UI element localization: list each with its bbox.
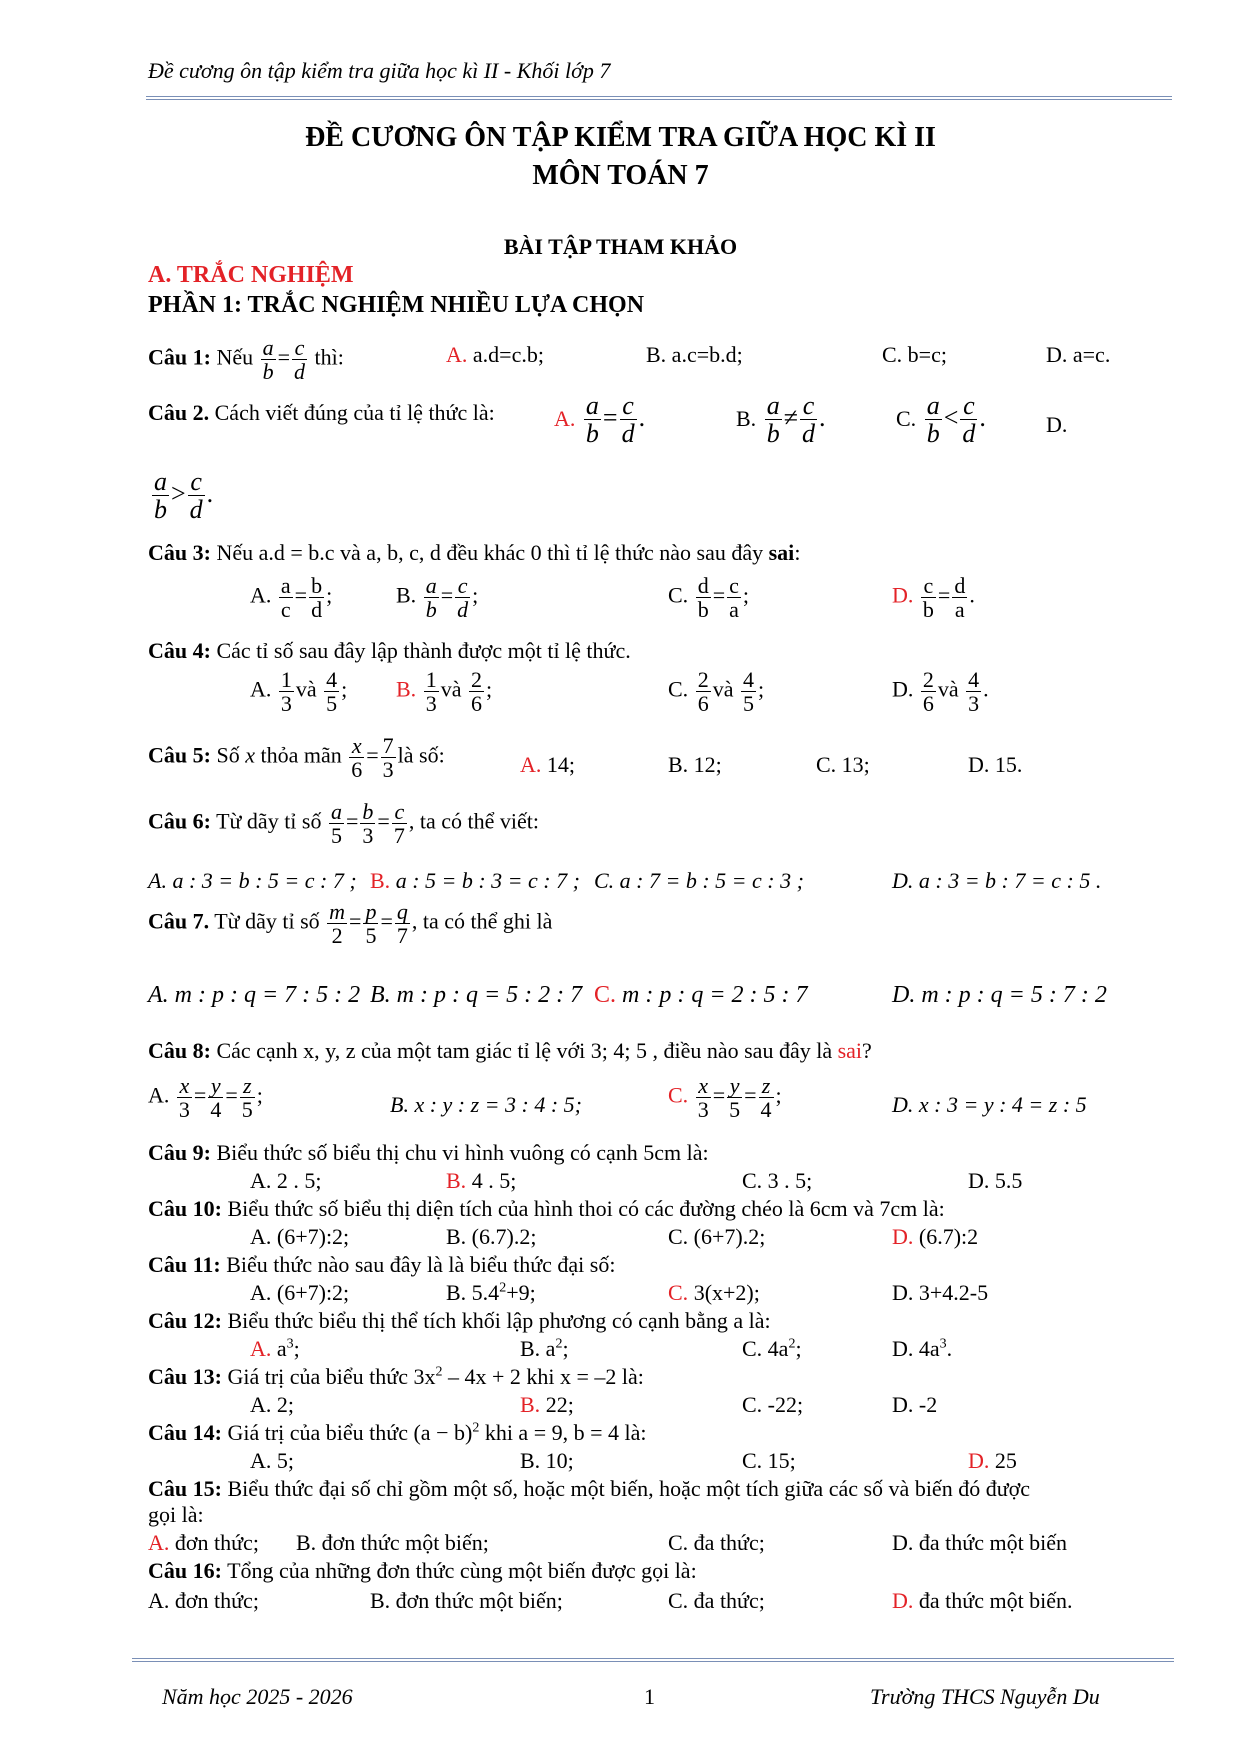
q8-option-b: B. x : y : z = 3 : 4 : 5; [390,1092,583,1117]
question-15-cont: gọi là: [148,1502,204,1527]
q12-option-b: B. $a^2$; [520,1336,569,1361]
question-7: Câu 7. Từ dãy tỉ số $\frac{m}{2}$ = $\frac{p}{5}$ = $\frac{q}{7}$ , ta có thể ghi là [148,899,553,949]
fraction: $\frac{c}{d}$ [294,335,306,385]
q14-option-d: D. 25 [968,1448,1017,1473]
q5-option-b: B. 12; [668,752,722,777]
q3-option-d: D. $\frac{c}{b}$ = $\frac{d}{a}$ . [892,573,975,623]
question-4: Câu 4: Các tỉ số sau đây lập thành được một tỉ lệ thức. [148,638,631,663]
page-title: ĐỀ CƯƠNG ÔN TẬP KIỂM TRA GIỮA HỌC KÌ II [305,122,936,153]
question-15: Câu 15: Biểu thức đại số chỉ gồm một số, hoặc một biến, hoặc một tích giữa các số và biến đó được [148,1476,1031,1501]
question-10: Câu 10: Biểu thức số biểu thị diện tích của hình thoi có các đường chéo là 6cm và 7cm là: [148,1196,945,1221]
q7-option-d: D. m : p : q = 5 : 7 : 2 [892,982,1107,1008]
question-2: Câu 2. Cách viết đúng của tỉ lệ thức là: [148,400,495,425]
q2-option-a: A. $\frac{a}{b}$ = $\frac{c}{d}$ . [554,391,646,449]
q9-option-c: C. 3 . 5; [742,1168,813,1193]
q16-option-b: B. đơn thức một biến; [370,1588,563,1613]
q1-then: thì: [314,344,344,370]
subtitle: BÀI TẬP THAM KHẢO [503,234,738,259]
q11-option-c: C. 3(x+2); [668,1280,760,1305]
q14-option-b: B. 10; [520,1448,574,1473]
q7-option-b: B. m : p : q = 5 : 2 : 7 [370,982,583,1008]
q11-option-d: D. 3+4.2-5 [892,1280,989,1305]
q5-option-d: D. 15. [968,752,1023,777]
page-header: Đề cương ôn tập kiểm tra giữa học kì II - Khối lớp 7 [148,58,611,83]
question-8: Câu 8: Các cạnh x, y, z của một tam giác tỉ lệ với 3; 4; 5 , điều nào sau đây là sai? [148,1038,872,1063]
question-14: Câu 14: Giá trị của biểu thức $(a - b)^2$ khi a = 9, b = 4 là: [148,1420,647,1445]
q8-option-c: C. $\frac{x}{3}$ = $\frac{y}{5}$ = $\frac{z}{4}$ ; [668,1073,782,1123]
header-rule [146,96,1172,100]
q9-option-a: A. 2 . 5; [250,1168,322,1193]
q2-option-d: $\frac{a}{b}$ > $\frac{c}{d}$ . [154,467,214,525]
fraction: $\frac{a}{b}$ [262,335,274,385]
q1-option-d: D. a=c. [1046,342,1111,367]
section-a-heading: A. TRẮC NGHIỆM [148,262,354,288]
footer-rule [132,1658,1174,1662]
q12-option-c: C. $4a^2$; [742,1336,802,1361]
q16-option-a: A. đơn thức; [148,1588,259,1613]
q4-option-a: A. $\frac{1}{3}$ và $\frac{4}{5}$ ; [250,667,348,717]
q12-option-a: A. $a^3$; [250,1336,300,1361]
q1-option-c: C. b=c; [882,342,947,367]
question-6: Câu 6: Từ dãy tỉ số $\frac{a}{5}$ = $\frac{b}{3}$ = $\frac{c}{7}$ , ta có thể viết: [148,799,539,849]
q11-option-b: B. $5.4^2+9$; [446,1280,536,1305]
question-9: Câu 9: Biểu thức số biểu thị chu vi hình vuông có cạnh 5cm là: [148,1140,709,1165]
q5-option-c: C. 13; [816,752,870,777]
q3-option-a: A. $\frac{a}{c}$ = $\frac{b}{d}$ ; [250,573,333,623]
q13-option-b: B. 22; [520,1392,574,1417]
q8-option-d: D. x : 3 = y : 4 = z : 5 [892,1092,1087,1117]
q16-option-d: D. đa thức một biến. [892,1588,1073,1613]
q1-option-a: A. a.d=c.b; [446,342,544,367]
q10-option-c: C. (6+7).2; [668,1224,766,1249]
q7-option-c: C. m : p : q = 2 : 5 : 7 [594,982,808,1008]
question-3: Câu 3: Nếu a.d = b.c và a, b, c, d đều khác 0 thì tỉ lệ thức nào sau đây sai: [148,540,801,565]
question-16: Câu 16: Tổng của những đơn thức cùng một biến được gọi là: [148,1558,697,1583]
q10-option-d: D. (6.7):2 [892,1224,979,1249]
q1-option-b: B. a.c=b.d; [646,342,743,367]
q5-option-a: A. 14; [520,752,576,777]
question-12: Câu 12: Biểu thức biểu thị thể tích khối lập phương có cạnh bằng a là: [148,1308,771,1333]
q6-option-a: A. a : 3 = b : 5 = c : 7 ; [148,868,357,893]
q2-option-c: C. $\frac{a}{b}$ < $\frac{c}{d}$ . [896,391,986,449]
q10-option-a: A. (6+7):2; [250,1224,350,1249]
page-title-subject: MÔN TOÁN 7 [532,160,709,191]
q10-option-b: B. (6.7).2; [446,1224,537,1249]
q15-option-b: B. đơn thức một biến; [296,1530,489,1555]
q15-option-c: C. đa thức; [668,1530,765,1555]
q9-option-b: B. 4 . 5; [446,1168,517,1193]
question-1: Câu 1: Nếu $\frac{a}{b}$ = $\frac{c}{d}$ thì: [148,335,344,385]
q1-text: Nếu [216,344,254,370]
question-13: Câu 13: Giá trị của biểu thức $3x^2 - 4x + 2$ khi x = –2 là: [148,1364,644,1389]
q6-option-c: C. a : 7 = b : 5 = c : 3 ; [594,868,804,893]
q11-option-a: A. (6+7):2; [250,1280,350,1305]
q13-option-a: A. 2; [250,1392,294,1417]
q6-option-b: B. a : 5 = b : 3 = c : 7 ; [370,868,580,893]
q12-option-d: D. $4a^3$. [892,1336,953,1361]
q14-option-c: C. 15; [742,1448,796,1473]
q6-option-d: D. a : 3 = b : 7 = c : 5 . [892,868,1102,893]
q4-option-d: D. $\frac{2}{6}$ và $\frac{4}{3}$ . [892,667,989,717]
page-number: 1 [644,1684,655,1709]
q1-label: Câu 1: [148,344,211,370]
q3-option-c: C. $\frac{d}{b}$ = $\frac{c}{a}$ ; [668,573,749,623]
q4-option-b: B. $\frac{1}{3}$ và $\frac{2}{6}$ ; [396,667,493,717]
question-11: Câu 11: Biểu thức nào sau đây là là biểu thức đại số: [148,1252,616,1277]
q2-option-d-label: D. [1046,412,1068,437]
q8-option-a: A. $\frac{x}{3}$ = $\frac{y}{4}$ = $\frac{z}{5}$ ; [148,1073,263,1123]
q15-option-d: D. đa thức một biến [892,1530,1068,1555]
question-5: Câu 5: Số x thỏa mãn $\frac{x}{6}$ = $\frac{7}{3}$ là số: [148,733,445,783]
q3-option-b: B. $\frac{a}{b}$ = $\frac{c}{d}$ ; [396,573,479,623]
q2-option-b: B. $\frac{a}{b}$ ≠ $\frac{c}{d}$ . [736,391,826,449]
q13-option-c: C. -22; [742,1392,804,1417]
q15-option-a: A. đơn thức; [148,1530,259,1555]
footer-school: Trường THCS Nguyễn Du [870,1684,1100,1709]
part1-heading: PHẦN 1: TRẮC NGHIỆM NHIỀU LỰA CHỌN [148,292,645,318]
q4-option-c: C. $\frac{2}{6}$ và $\frac{4}{5}$ ; [668,667,765,717]
q9-option-d: D. 5.5 [968,1168,1023,1193]
q13-option-d: D. -2 [892,1392,938,1417]
footer-year: Năm học 2025 - 2026 [162,1684,353,1709]
q7-option-a: A. m : p : q = 7 : 5 : 2 [148,982,361,1008]
q14-option-a: A. 5; [250,1448,294,1473]
q16-option-c: C. đa thức; [668,1588,765,1613]
